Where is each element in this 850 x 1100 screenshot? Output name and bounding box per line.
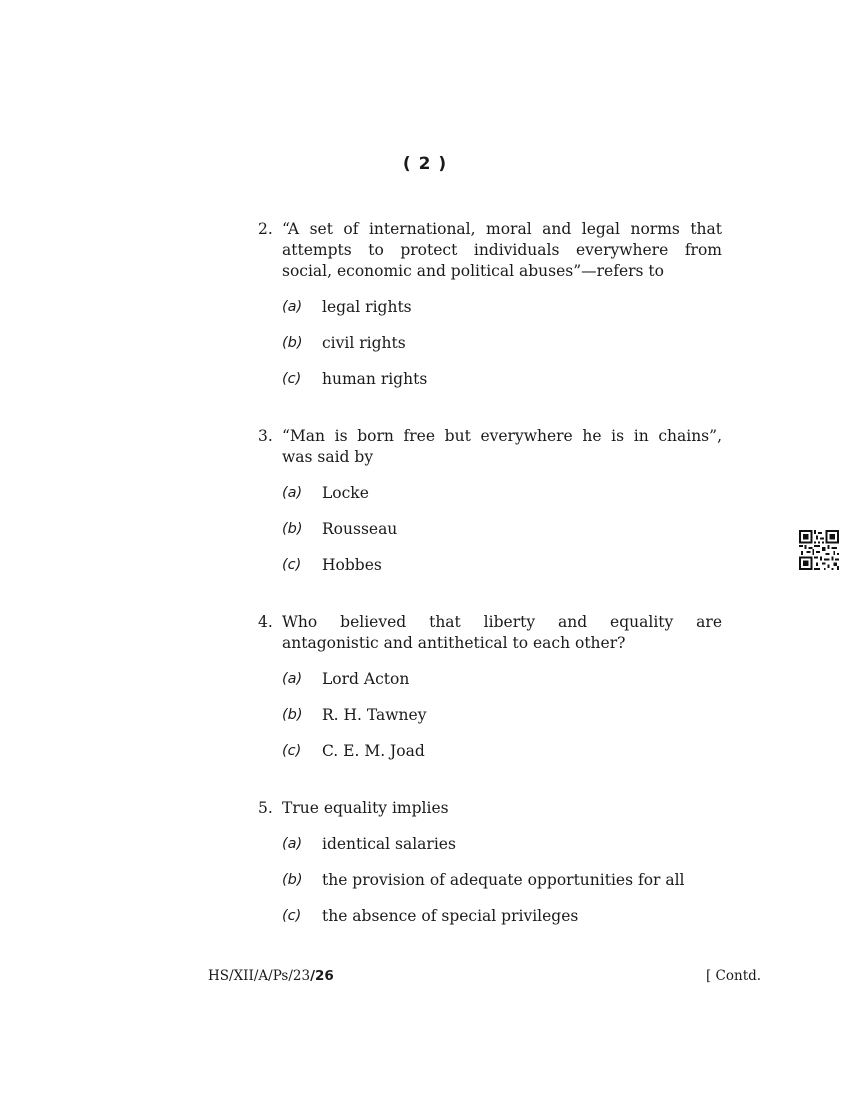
question-text bbox=[282, 219, 722, 282]
question-number: 3. bbox=[258, 427, 273, 445]
option-text: human rights bbox=[322, 370, 428, 388]
option-b bbox=[282, 333, 722, 354]
question-line: Who believed that liberty and equality are bbox=[282, 613, 722, 631]
option-a bbox=[282, 834, 722, 855]
question-line: “A set of international, moral and legal norms that bbox=[282, 220, 722, 238]
option-label: (a) bbox=[282, 671, 303, 687]
option-text: the provision of adequate opportunities for all bbox=[322, 871, 685, 889]
question-line: social, economic and political abuses”—refers to bbox=[282, 262, 664, 280]
question-line: True equality implies bbox=[282, 799, 449, 817]
question-line: “Man is born free but everywhere he is in chains”, bbox=[282, 427, 722, 445]
question-line: antagonistic and antithetical to each other? bbox=[282, 634, 626, 652]
question-list bbox=[258, 219, 722, 942]
option-a bbox=[282, 297, 722, 318]
question-4 bbox=[258, 612, 722, 777]
question-5 bbox=[258, 798, 722, 942]
continued-marker: [ Contd. bbox=[706, 968, 762, 984]
option-text: identical salaries bbox=[322, 835, 456, 853]
paper-code-suffix: /26 bbox=[310, 968, 334, 984]
option-text: R. H. Tawney bbox=[322, 706, 427, 724]
option-c bbox=[282, 555, 722, 576]
question-text bbox=[282, 798, 722, 819]
option-label: (c) bbox=[282, 743, 302, 759]
question-text bbox=[282, 426, 722, 468]
question-number: 4. bbox=[258, 613, 273, 631]
option-a bbox=[282, 483, 722, 504]
option-b bbox=[282, 705, 722, 726]
option-text: Locke bbox=[322, 484, 369, 502]
qr-code-icon bbox=[799, 530, 839, 570]
option-text: Rousseau bbox=[322, 520, 398, 538]
option-text: Hobbes bbox=[322, 556, 382, 574]
option-text: civil rights bbox=[322, 334, 406, 352]
question-number: 5. bbox=[258, 799, 273, 817]
option-c bbox=[282, 906, 722, 927]
question-line: was said by bbox=[282, 448, 374, 466]
option-text: legal rights bbox=[322, 298, 412, 316]
option-label: (a) bbox=[282, 299, 303, 315]
option-text: Lord Acton bbox=[322, 670, 410, 688]
question-2 bbox=[258, 219, 722, 405]
paper-code bbox=[208, 968, 334, 984]
option-label: (a) bbox=[282, 836, 303, 852]
option-b bbox=[282, 519, 722, 540]
option-label: (b) bbox=[282, 521, 303, 537]
option-a bbox=[282, 669, 722, 690]
paper-code-prefix: HS/XII/A/Ps/23 bbox=[208, 968, 311, 984]
option-text: C. E. M. Joad bbox=[322, 742, 425, 760]
option-label: (b) bbox=[282, 872, 303, 888]
option-c bbox=[282, 741, 722, 762]
option-b bbox=[282, 870, 722, 891]
option-c bbox=[282, 369, 722, 390]
question-number: 2. bbox=[258, 220, 273, 238]
question-text bbox=[282, 612, 722, 654]
question-line: attempts to protect individuals everywhere from bbox=[282, 241, 722, 259]
question-3 bbox=[258, 426, 722, 591]
option-label: (b) bbox=[282, 335, 303, 351]
option-label: (c) bbox=[282, 371, 302, 387]
option-label: (b) bbox=[282, 707, 303, 723]
option-text: the absence of special privileges bbox=[322, 907, 579, 925]
option-label: (c) bbox=[282, 557, 302, 573]
page-number: ( 2 ) bbox=[402, 154, 448, 174]
option-label: (a) bbox=[282, 485, 303, 501]
option-label: (c) bbox=[282, 908, 302, 924]
